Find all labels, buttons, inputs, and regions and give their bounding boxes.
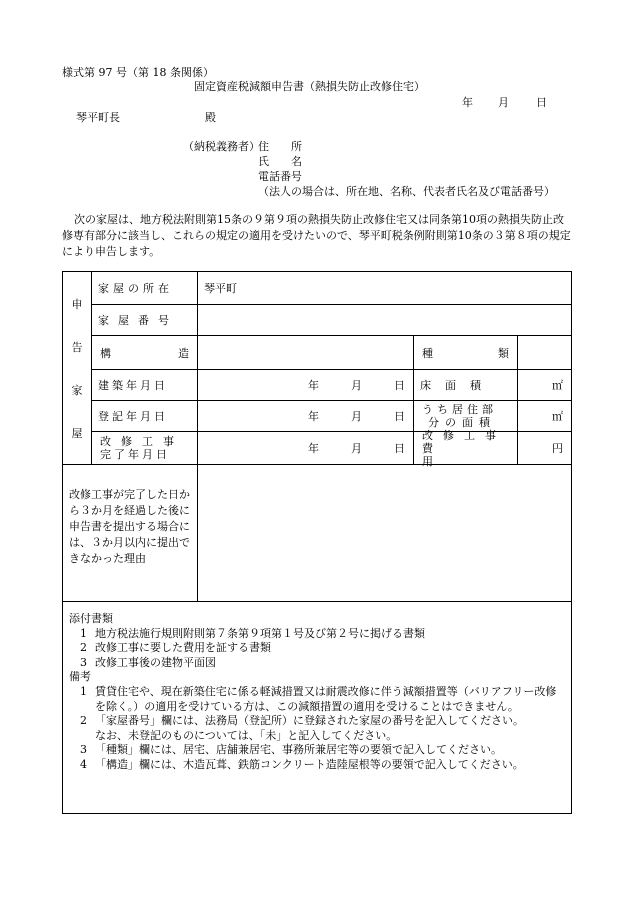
residential-area-label-line1: うち居住部 <box>422 403 497 416</box>
addressee: 琴平町長 <box>76 111 120 124</box>
built-date-field[interactable] <box>198 370 414 401</box>
type-field[interactable] <box>518 336 572 370</box>
side-label-char: 申 <box>71 297 83 311</box>
declaration-text <box>62 212 572 260</box>
day-label: 日 <box>394 410 405 423</box>
reason-label: 改修工事が完了した日から３か月を経過した後に申告書を提出する場合には、３か月以内に提出できなかった理由 <box>69 488 190 565</box>
list-item <box>69 656 565 671</box>
floor-area-label: 床面積 <box>420 379 495 392</box>
residential-area-field[interactable] <box>518 401 572 432</box>
residential-area-label-cell <box>414 401 518 432</box>
location-value-cell[interactable] <box>198 272 572 305</box>
floor-area-field[interactable] <box>518 370 572 401</box>
month-label: 月 <box>351 442 362 455</box>
list-number: 1 <box>80 626 87 640</box>
attachments-title: 添付書類 <box>69 612 113 625</box>
list-number: 4 <box>80 757 87 771</box>
list-text: 「家屋番号」欄には、法務局（登記所）に登録された家屋の番号を記入してください。 <box>95 714 524 728</box>
reason-label-cell <box>63 465 198 602</box>
side-label <box>63 272 92 465</box>
taxpayer-label: （納税義務者） <box>183 140 260 153</box>
day-label: 日 <box>394 442 405 455</box>
date-day-label: 日 <box>536 96 547 109</box>
structure-field[interactable] <box>198 336 414 370</box>
residential-area-label-line2: 分の面積 <box>428 416 496 429</box>
structure-label-cell <box>92 336 198 370</box>
sqm-unit: ㎡ <box>552 379 563 392</box>
type-label-part: 類 <box>498 346 509 360</box>
property-table <box>62 271 572 601</box>
list-continuation: なお、未登記のものについては、「未」と記入してください。 <box>95 728 398 742</box>
list-text: 「種類」欄には、居宅、店舗兼居宅、事務所兼居宅等の要領で記入してください。 <box>95 743 502 757</box>
month-label: 月 <box>351 379 362 392</box>
list-text: 地方税法施行規則附則第７条第９項第１号及び第２号に掲げる書類 <box>95 626 425 640</box>
house-number-label: 家屋番号 <box>98 314 178 327</box>
registered-date-label: 登記年月日 <box>98 410 168 423</box>
taxpayer-corporate-note: （法人の場合は、所在地、名称、代表者氏名及び電話番号） <box>258 185 555 198</box>
reason-field[interactable] <box>198 465 572 602</box>
taxpayer-address-label: 住 所 <box>258 140 302 153</box>
date-year-label: 年 <box>462 96 473 109</box>
day-label: 日 <box>394 379 405 392</box>
list-item <box>69 627 565 642</box>
side-label-char: 屋 <box>71 426 83 440</box>
list-item <box>69 685 565 714</box>
list-text: 「構造」欄には、木造瓦葺、鉄筋コンクリート造陸屋根等の要領で記入してください。 <box>95 757 524 771</box>
taxpayer-name-label: 氏 名 <box>258 155 302 168</box>
list-number: 1 <box>80 684 87 698</box>
yen-unit: 円 <box>552 442 563 455</box>
list-item <box>69 758 565 773</box>
year-label: 年 <box>308 379 319 392</box>
completion-date-field[interactable] <box>198 432 414 465</box>
completion-date-label-line2: 完了年月日 <box>100 448 170 461</box>
location-label: 家屋の所在 <box>98 282 173 295</box>
type-label-part: 種 <box>422 346 433 360</box>
document-title: 固定資産税減額申告書（熱損失防止改修住宅） <box>194 80 425 93</box>
cost-label-line1: 改修工事 <box>422 428 506 442</box>
completion-date-label-line1: 改修工事 <box>100 435 184 448</box>
built-date-label-cell <box>92 370 198 401</box>
structure-label-part: 造 <box>178 346 189 360</box>
list-item <box>69 641 565 656</box>
year-label: 年 <box>308 442 319 455</box>
taxpayer-phone-label: 電話番号 <box>258 170 302 183</box>
list-number: 2 <box>80 641 87 655</box>
structure-label-part: 構 <box>100 346 111 360</box>
remarks-title: 備考 <box>69 670 91 684</box>
floor-area-label-cell <box>414 370 518 401</box>
completion-date-label-cell <box>92 432 198 465</box>
year-label: 年 <box>308 410 319 423</box>
side-label-char: 家 <box>71 383 83 397</box>
list-text: 賃貸住宅や、現在新築住宅に係る軽減措置又は耐震改修に伴う減額措置等（バリアフリー改修を除く。）の適用を受けている方は、この減額措置の適用を受けることはできません。 <box>95 684 557 713</box>
declaration-paragraph: 次の家屋は、地方税法附則第15条の９第９項の熱損失防止改修住宅又は同条第10項の熱損失防止改修専有部分に該当し、これらの規定の適用を受けたいので、琴平町税条例附則第10条の３第８項の規定により申告します。 <box>62 213 571 258</box>
list-item <box>69 743 565 758</box>
location-value: 琴平町 <box>204 282 237 295</box>
registered-date-label-cell <box>92 401 198 432</box>
house-number-field[interactable] <box>198 305 572 336</box>
cost-field[interactable] <box>518 432 572 465</box>
form-id: 様式第 97 号（第 18 条関係） <box>62 66 214 79</box>
cost-label-cell <box>414 428 518 468</box>
location-label-cell <box>92 272 198 305</box>
list-number: 3 <box>80 743 87 757</box>
month-label: 月 <box>351 410 362 423</box>
notes-section <box>62 600 572 814</box>
honorific: 殿 <box>205 111 216 124</box>
list-text: 改修工事後の建物平面図 <box>95 655 216 669</box>
sqm-unit: ㎡ <box>552 410 563 423</box>
date-month-label: 月 <box>498 96 509 109</box>
side-label-char: 告 <box>71 340 83 354</box>
list-item <box>69 714 565 729</box>
registered-date-field[interactable] <box>198 401 414 432</box>
list-text: 改修工事に要した費用を証する書類 <box>95 641 271 655</box>
built-date-label: 建築年月日 <box>98 379 168 392</box>
type-label-cell <box>414 336 518 370</box>
cost-label-line2: 費用 <box>422 441 489 468</box>
house-number-label-cell <box>92 305 198 336</box>
list-number: 2 <box>80 714 87 728</box>
list-number: 3 <box>80 655 87 669</box>
